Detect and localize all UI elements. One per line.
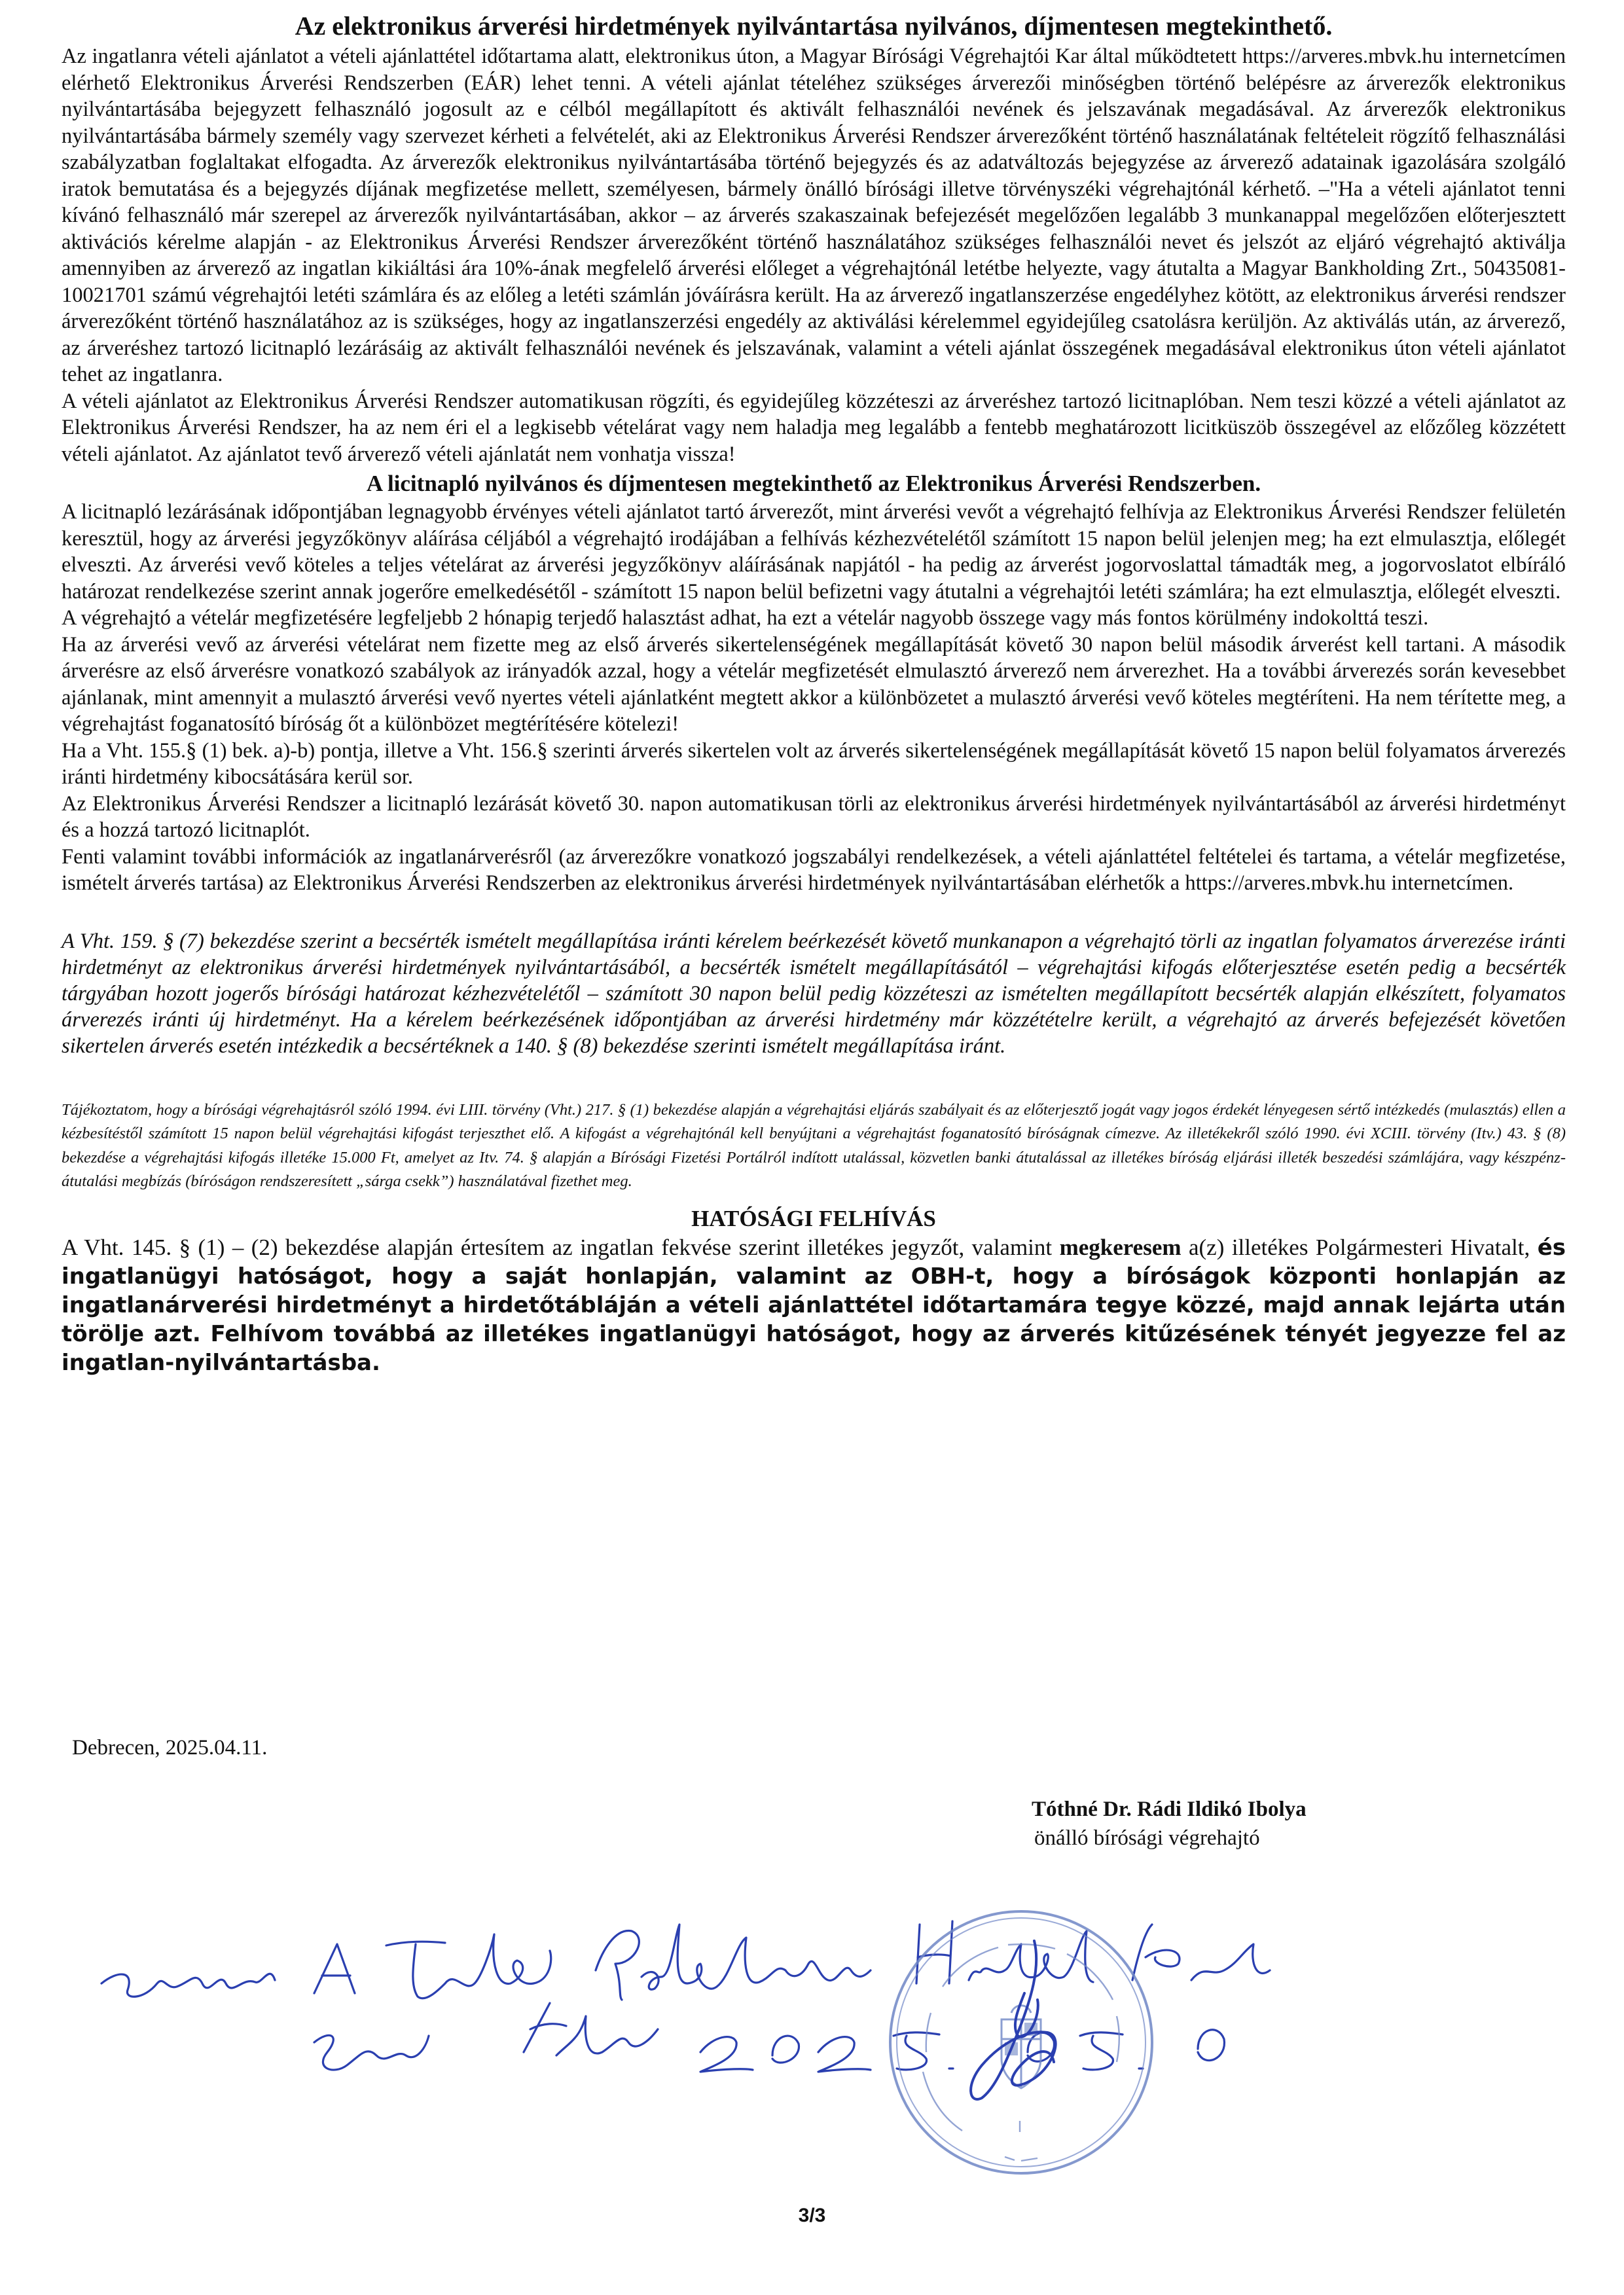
authority-notice-part1: A Vht. 145. § (1) – (2) bekezdése alapján értesítem az ingatlan fekvése szerint illetékes jegyzőt, valamint	[62, 1234, 1060, 1260]
paragraph-second-auction: Ha az árverési vevő az árverési vételárat nem fizette meg az első árverés sikertelenségének megállapítását követő 30 napon belül második árverést kell tartani. A második árverésre az első árverésre vonatkozó szabályok az irányadók azzal, hogy a vételár megfizetését elmulasztó árverező nem árverezhet. Ha a további árverezés során kevesebbet ajánlanak, mint amennyit a mulasztó árverési vevő nyertes vételi ajánlatként megtett akkor a különbözetet a mulasztó árverési vevő köteles megtéríteni. Ha nem térítette meg, a végrehajtást foganatosító bíróság őt a különbözet megtérítésére kötelezi!	[62, 632, 1566, 736]
authority-notice-part3: a(z) illetékes Polgármesteri Hivatalt,	[1181, 1234, 1538, 1260]
paragraph-deletion: Az Elektronikus Árverési Rendszer a licitnapló lezárását követő 30. napon automatikusan törli az elektronikus árverési hirdetmények nyilvántartásából az árverési hirdetményt és a hozzá tartozó licitnaplót.	[62, 791, 1566, 842]
paragraph-winner: A licitnapló lezárásának időpontjában legnagyobb érvényes vételi ajánlatot tartó árverezőt, mint árverési vevőt a végrehajtó felhívja az Elektronikus Árverési Rendszer felületén keresztül, hogy az árverési jegyzőkönyv aláírása céljából a végrehajtó irodájában a felhívás kézhezvételétől számított 15 napon belül jelenjen meg; ha ezt elmulasztja, előlegét elveszti. Az árverési vevő köteles a teljes vételárat az árverési jegyzőkönyv aláírásának napjától - ha pedig az árverést jogorvoslattal támadták meg, a jogorvoslatot elbíráló határozat rendelkezése szerint annak jogerőre emelkedésétől - számított 15 napon belül befizetni vagy átutalni a végrehajtói letéti számlára; ha ezt elmulasztja, előlegét elveszti.	[62, 500, 1566, 604]
paragraph-offer-record: A vételi ajánlatot az Elektronikus Árverési Rendszer automatikusan rögzíti, és egyidejűleg közzéteszi az árveréshez tartozó licitnaplóban. Nem teszi közzé a vételi ajánlatot az Elektronikus Árverési Rendszer, ha az nem éri el a legkisebb vételárat vagy nem haladja meg legalább a fentebb meghatározott licitküszöb összegével az előzőleg közzétett vételi ajánlatot. Az ajánlatot tevő árverező vételi ajánlatát nem vonhatja vissza!	[62, 389, 1566, 466]
date-place: Debrecen, 2025.04.11.	[72, 1736, 268, 1760]
official-stamp	[884, 1902, 1159, 2183]
authority-notice-body	[62, 1233, 1566, 1377]
page-title: Az elektronikus árverési hirdetmények nyilvántartása nyilvános, díjmentesen megtekinthető.	[295, 11, 1333, 41]
page-number: 3/3	[798, 2205, 826, 2226]
signer-role: önálló bírósági végrehajtó	[1034, 1826, 1260, 1850]
paragraph-continuous: Ha a Vht. 155.§ (1) bek. a)-b) pontja, illetve a Vht. 156.§ szerinti árverés sikertelen volt az árverés sikertelenségének megállapítását követő 15 napon belül folyamatos árverezés iránti hirdetmény kibocsátására kerül sor.	[62, 738, 1566, 789]
document-body	[62, 9, 1566, 1377]
paragraph-remedy-notice: Tájékoztatom, hogy a bírósági végrehajtásról szóló 1994. évi LIII. törvény (Vht.) 217. § (1) bekezdése alapján a végrehajtási eljárás szabályait és az előterjesztő jogát vagy jogos érdekét lényegesen sértő intézkedés (mulasztás) ellen a kézbesítéstől számított 15 napon belül végrehajtási kifogást terjeszthet elő. A kifogást a végrehajtónál kell benyújtani a végrehajtást foganatosító bíróságnak címezve. Az illetékekről szóló 1990. évi XCIII. törvény (Itv.) 43. § (8) bekezdése a végrehajtási kifogás illetéke 15.000 Ft, amelyet az Itv. 74. § alapján a Bírósági Fizetési Portálról indított utalással, közvetlen banki átutalással az illetékes bíróság eljárási illeték beszedési számlájára, vagy készpénz-átutalási megbízás (bíróságon rendszeresített „sárga csekk”) használatával fizethet meg.	[62, 1100, 1566, 1190]
licitnaplo-heading: A licitnapló nyilvános és díjmentesen megtekinthető az Elektronikus Árverési Rendszerben.	[366, 471, 1261, 496]
signer-block	[1032, 1795, 1307, 1852]
authority-notice-title: HATÓSÁGI FELHÍVÁS	[691, 1205, 936, 1231]
paragraph-bidding: Az ingatlanra vételi ajánlatot a vételi ajánlattétel időtartama alatt, elektronikus úton, a Magyar Bírósági Végrehajtói Kar által működtetett https://arveres.mbvk.hu internetcímen elérhető Elektronikus Árverési Rendszerben (EÁR) lehet tenni. A vételi ajánlat tételéhez szükséges árverezői minőségben történő belépésre az árverezők elektronikus nyilvántartásába bejegyzett felhasználó jogosult az e célból megállapított és aktivált felhasználói nevének és jelszavának megadásával. Az árverezők elektronikus nyilvántartásába bármely személy vagy szervezet kérheti a felvételét, aki az Elektronikus Árverési Rendszer árverezőként történő használatának feltételeit rögzítő felhasználási szabályzatban foglaltakat elfogadta. Az árverezők elektronikus nyilvántartásába történő bejegyzés és az adatváltozás bejegyzése az árverező adatainak igazolására szolgáló iratok bemutatása és a bejegyzés díjának megfizetése mellett, személyesen, bármely önálló bírósági illetve törvényszéki végrehajtónál kérhető. –"Ha a vételi ajánlatot tenni kívánó felhasználó már szerepel az árverezők nyilvántartásában, akkor – az árverés szakaszainak befejezését megelőzően legalább 3 munkanappal megelőzően előterjesztett aktivációs kérelme alapján - az Elektronikus Árverési Rendszer árverezőként történő használatához szükséges felhasználói nevet és jelszót az eljáró végrehajtó aktiválja amennyiben az árverező az ingatlan kikiáltási ára 10%-ának megfelelő árverési előleget a végrehajtónál letétbe helyezte, vagy átutalta a Magyar Bankholding Zrt., 50435081-10021701 számú végrehajtói letéti számlára és az előleg a letéti számlán jóváírásra került. Ha az árverező ingatlanszerzése engedélyhez kötött, az elektronikus árverési rendszer árverezőként történő használatához az is szükséges, hogy az ingatlanszerzési engedély az aktiválási kérelemmel egyidejűleg csatolásra kerüljön. Az aktiválás után, az árverező, az árveréshez tartozó licitnapló lezárásáig az aktivált felhasználói nevének és jelszavának, valamint a vételi ajánlat összegének megadásával elektronikus úton vételi ajánlatot tehet az ingatlanra.	[62, 45, 1566, 386]
authority-notice-request: megkeresem	[1059, 1234, 1182, 1260]
paragraph-vht-159: A Vht. 159. § (7) bekezdése szerint a becsérték ismételt megállapítása iránti kérelem beérkezését követő munkanapon a végrehajtó törli az ingatlan folyamatos árverezése iránti hirdetményt az elektronikus árverési hirdetmények nyilvántartásából, a becsérték ismételt megállapításától – végrehajtási kifogás előterjesztése esetén pedig a becsérték tárgyában hozott jogerős bírósági határozat kézhezvételétől – számított 30 napon belül pedig közzéteszi az ismételten megállapított becsérték alapján elkészített, folyamatos árverezés iránti új hirdetményt. Ha a kérelem beérkezésének időpontjában az árverési hirdetmény már közzétételre került, a végrehajtó az árverés befejezését követően sikertelen árverés esetén intézkedik a becsértéknek a 140. § (8) bekezdése szerinti ismételt megállapítása iránt.	[62, 929, 1566, 1058]
signer-name: Tóthné Dr. Rádi Ildikó Ibolya	[1032, 1798, 1307, 1821]
paragraph-more-info: Fenti valamint további információk az ingatlanárverésről (az árverezőkre vonatkozó jogszabályi rendelkezések, a vételi ajánlattétel feltételei és tartama, a vételár megfizetése, ismételt árverés tartása) az Elektronikus Árverési Rendszerben az elektronikus árverési hirdetmények nyilvántartásában elérhetők a https://arveres.mbvk.hu internetcímen.	[62, 844, 1566, 895]
authority-notice-bold-text: és ingatlanügyi hatóságot, hogy a saját honlapján, valamint az OBH-t, hogy a bíróságok központi honlapján az ingatlanárverési hirdetményt a hirdetőtábláján a vételi ajánlattétel időtartamára tegye közzé, majd annak lejárta után törölje azt. Felhívom továbbá az illetékes ingatlanügyi hatóságot, hogy az árverés kitűzésének tényét jegyezze fel az ingatlan-nyilvántartásba.	[62, 1234, 1566, 1376]
paragraph-deferral: A végrehajtó a vételár megfizetésére legfeljebb 2 hónapig terjedő halasztást adhat, ha ezt a vételár nagyobb összege vagy más fontos körülmény indokolttá teszi.	[62, 606, 1429, 630]
